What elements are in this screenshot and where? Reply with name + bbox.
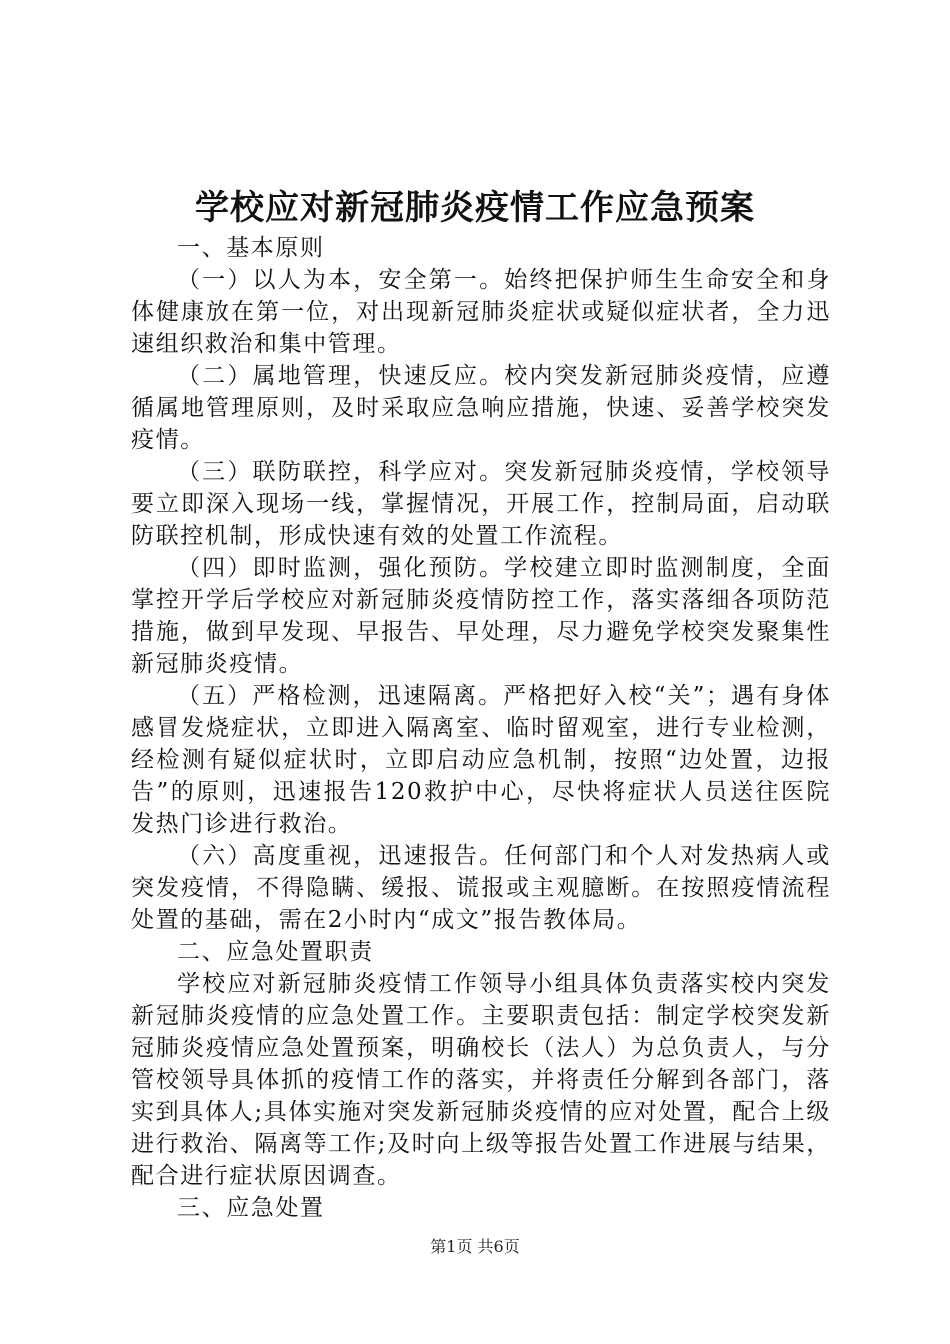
document-body <box>131 232 831 1224</box>
document-title: 学校应对新冠肺炎疫情工作应急预案 <box>195 188 755 228</box>
paragraph: （二）属地管理，快速反应。校内突发新冠肺炎疫情，应遵循属地管理原则，及时采取应急响应措施，快速、妥善学校突发疫情。 <box>131 363 831 453</box>
paragraph: （四）即时监测，强化预防。学校建立即时监测制度，全面掌控开学后学校应对新冠肺炎疫情防控工作，落实落细各项防范措施，做到早发现、早报告、早处理，尽力避免学校突发聚集性新冠肺炎疫情。 <box>131 555 831 677</box>
paragraph: （三）联防联控，科学应对。突发新冠肺炎疫情，学校领导要立即深入现场一线，掌握情况，开展工作，控制局面，启动联防联控机制，形成快速有效的处置工作流程。 <box>131 459 831 549</box>
paragraph: 学校应对新冠肺炎疫情工作领导小组具体负责落实校内突发新冠肺炎疫情的应急处置工作。主要职责包括：制定学校突发新冠肺炎疫情应急处置预案，明确校长（法人）为总负责人，与分管校领导具体抓的疫情工作的落实，并将责任分解到各部门，落实到具体人;具体实施对突发新冠肺炎疫情的应对处置，配合上级进行救治、隔离等工作;及时向上级等报告处置工作进展与结果，配合进行症状原因调查。 <box>131 971 831 1189</box>
paragraph: （一）以人为本，安全第一。始终把保护师生生命安全和身体健康放在第一位，对出现新冠肺炎症状或疑似症状者，全力迅速组织救治和集中管理。 <box>131 267 831 357</box>
section-heading: 三、应急处置 <box>177 1195 325 1221</box>
section-heading: 一、基本原则 <box>177 235 325 261</box>
paragraph: （六）高度重视，迅速报告。任何部门和个人对发热病人或突发疫情，不得隐瞒、缓报、谎报或主观臆断。在按照疫情流程处置的基础，需在2小时内“成文”报告教体局。 <box>131 843 831 933</box>
section-heading: 二、应急处置职责 <box>177 939 374 965</box>
paragraph: （五）严格检测，迅速隔离。严格把好入校“关”；遇有身体感冒发烧症状，立即进入隔离室、临时留观室，进行专业检测，经检测有疑似症状时，立即启动应急机制，按照“边处置，边报告”的原则，迅速报告120救护中心，尽快将症状人员送往医院发热门诊进行救治。 <box>131 683 831 837</box>
page-number-footer: 第1页 共6页 <box>430 1237 520 1256</box>
